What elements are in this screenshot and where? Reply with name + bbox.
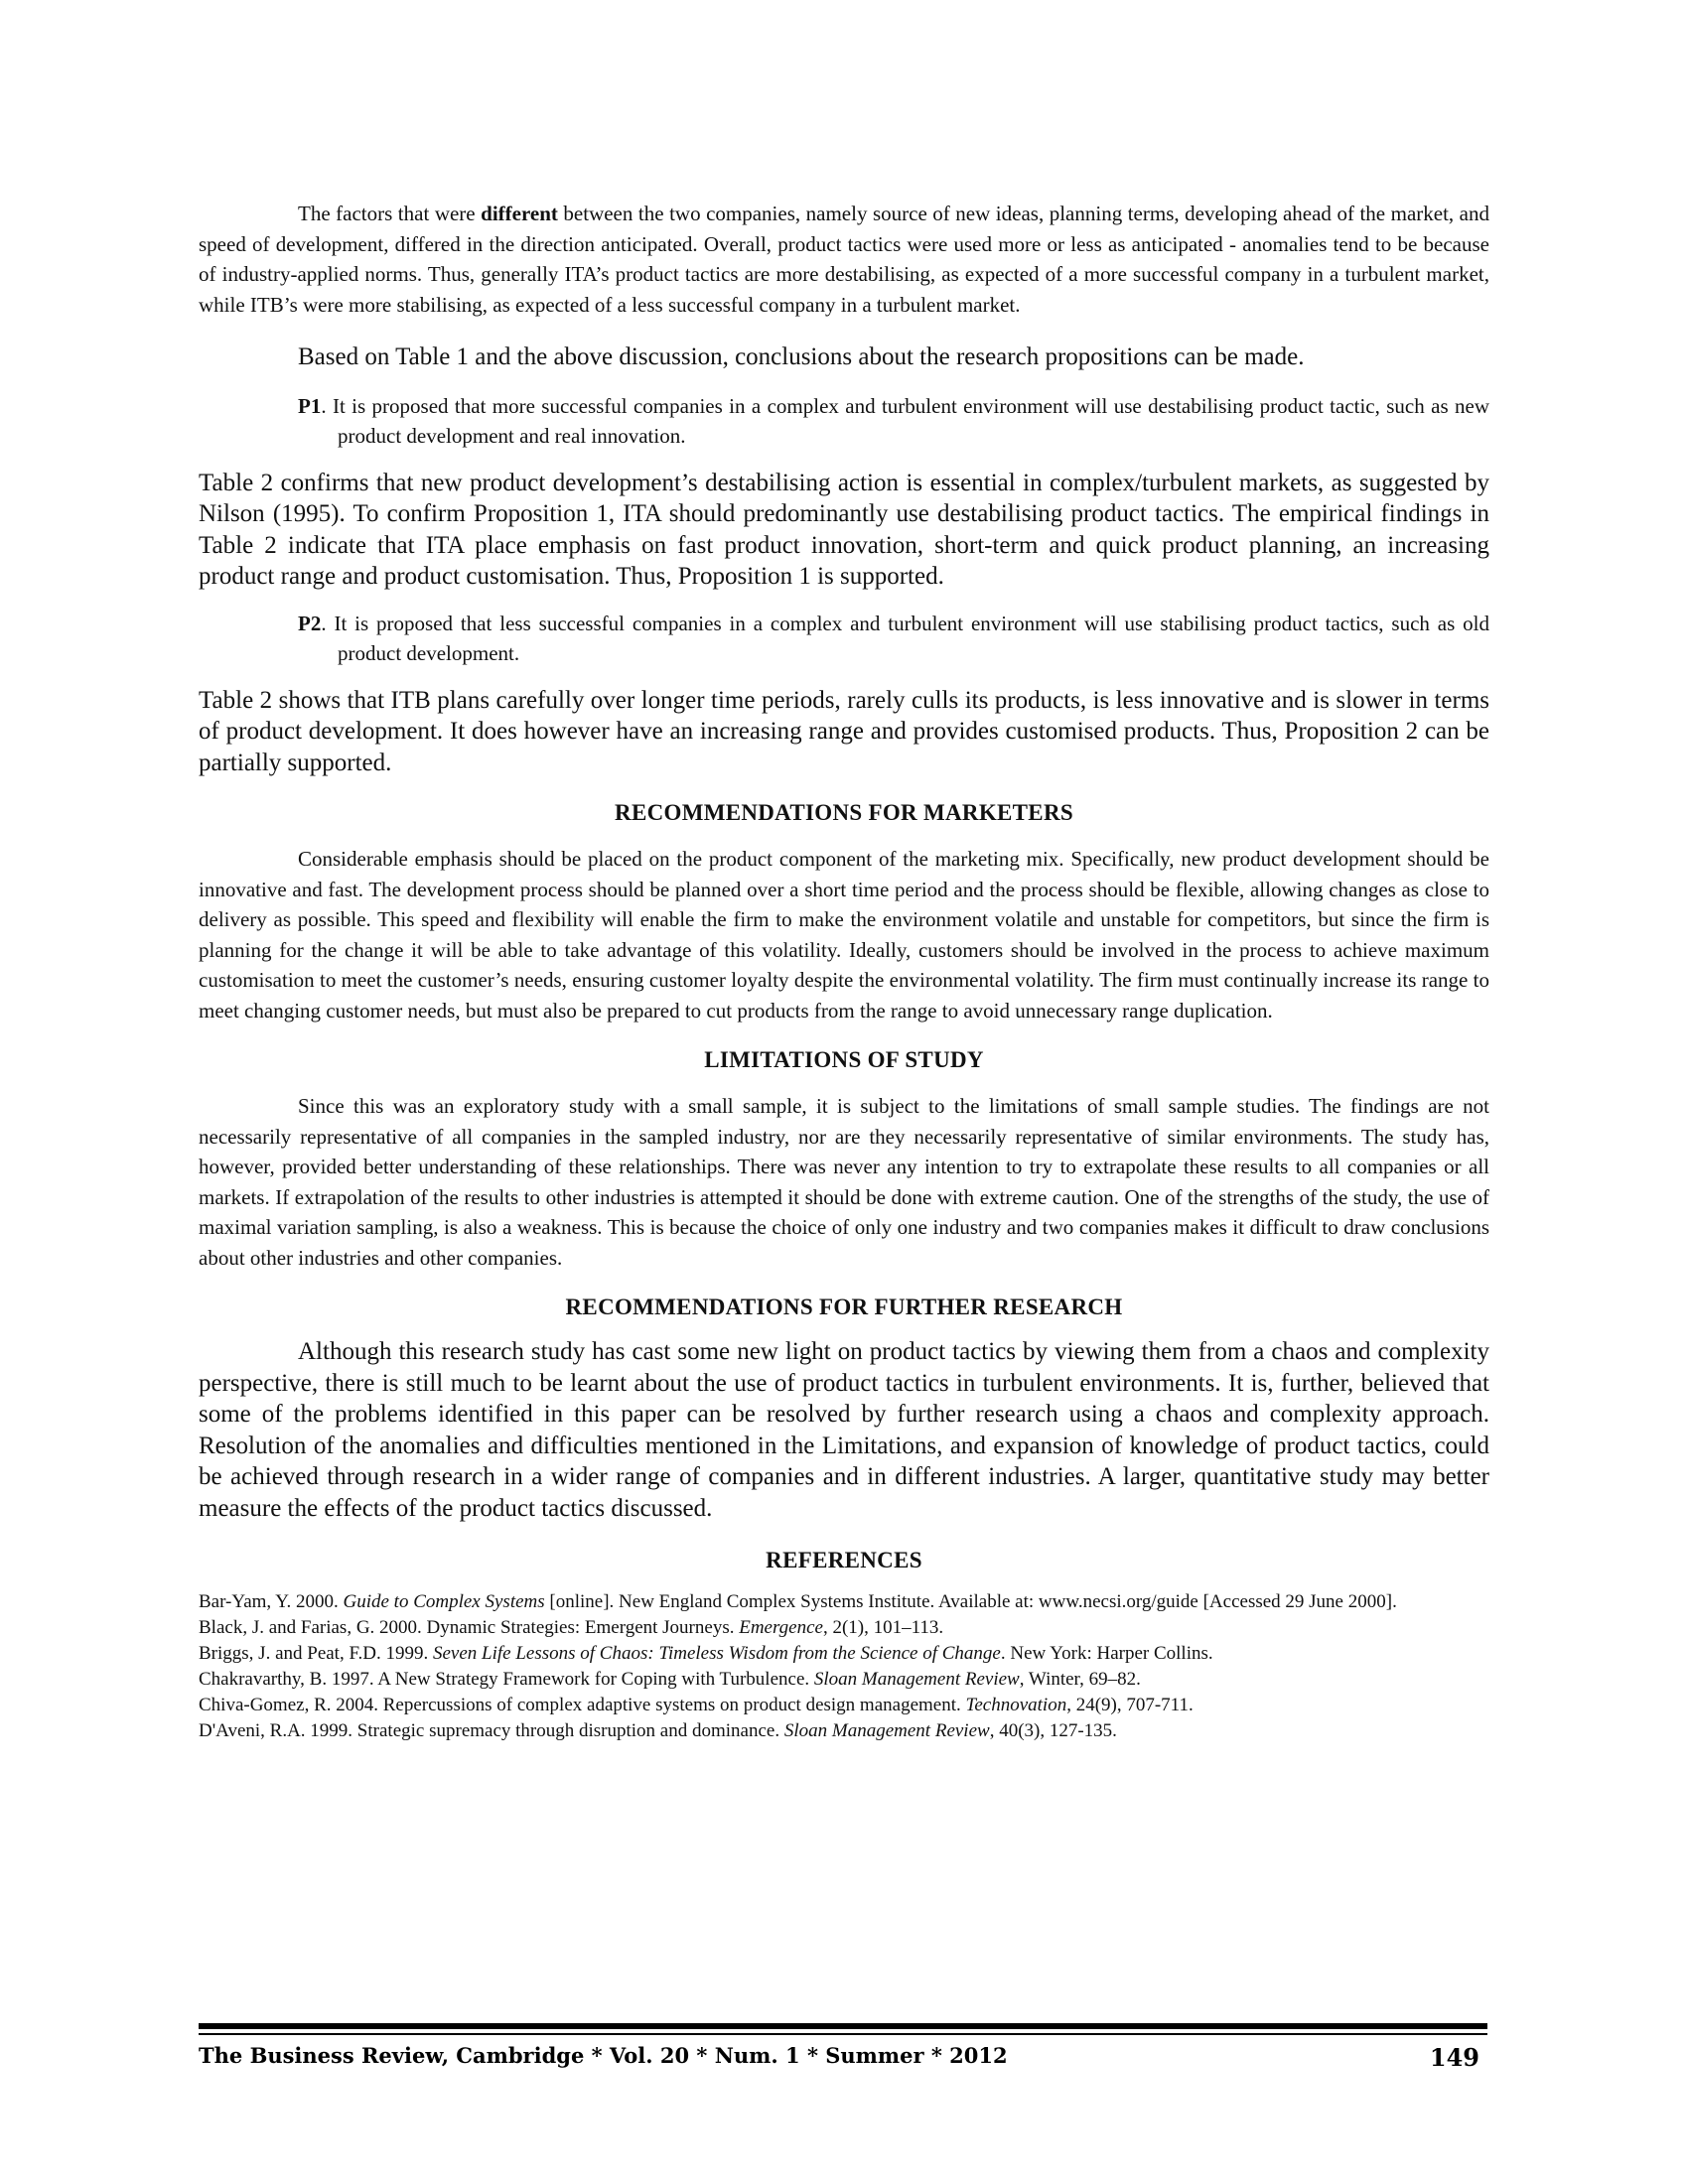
paragraph-table2-ita: Table 2 confirms that new product development’s destabilising action is essential in complex/turbulent markets, as suggested by Nilson (1995). To confirm Proposition 1, ITA should predominantly use destabilising product tactics. The empirical findings in Table 2 indicate that ITA place emphasis on fast product innovation, short-term and quick product planning, an increasing product range and product customisation. Thus, Proposition 1 is supported. [199,469,1489,590]
proposition-text: . It is proposed that less successful companies in a complex and turbulent environment will use stabilising product tactics, such as old product development. [321,611,1489,665]
reference-item: Bar-Yam, Y. 2000. Guide to Complex Systems [online]. New England Complex Systems Institute. Available at: www.necsi.org/guide [Accessed 29 June 2000]. [199,1591,1397,1612]
reference-item: D'Aveni, R.A. 1999. Strategic supremacy through disruption and dominance. Sloan Management Review, 40(3), 127-135. [199,1720,1117,1741]
heading-recommendations-marketers: RECOMMENDATIONS FOR MARKETERS [615,800,1073,825]
proposition-label: P2 [298,611,322,635]
reference-item: Briggs, J. and Peat, F.D. 1999. Seven Life Lessons of Chaos: Timeless Wisdom from the Science of Change. New York: Harper Collins. [199,1643,1213,1664]
reference-item: Black, J. and Farias, G. 2000. Dynamic Strategies: Emergent Journeys. Emergence, 2(1), 101–113. [199,1617,944,1638]
footer-rule-thick [199,2023,1487,2029]
page-number: 149 [1429,2043,1479,2072]
paragraph-limitations: Since this was an exploratory study with a small sample, it is subject to the limitations of small sample studies. The findings are not necessarily representative of all companies in the sampled industry, nor are they necessarily representative of similar environments. The study has, however, provided better understanding of these relationships. There was never any intention to try to extrapolate these results to all companies or all markets. If extrapolation of the results to other industries is attempted it should be done with extreme caution. One of the strengths of the study, the use of maximal variation sampling, is also a weakness. This is because the choice of only one industry and two companies makes it difficult to draw conclusions about other industries and other companies. [199,1094,1489,1270]
paragraph-text: between the two companies, namely source of new ideas, planning terms, developing ahead of the market, and speed of development, differed in the direction anticipated. Overall, product tactics were used more or less as anticipated - anomalies tend to be because of industry-applied norms. Thus, generally ITA’s product tactics are more destabilising, as expected of a more successful company in a turbulent market, while ITB’s were more stabilising, as expected of a less successful company in a turbulent market. [199,202,1490,317]
paragraph-text: The factors that were [298,202,482,225]
paragraph-further-research: Although this research study has cast some new light on product tactics by viewing them from a chaos and complexity perspective, there is still much to be learnt about the use of product tactics in turbulent environments. It is, further, believed that some of the problems identified in this paper can be resolved by further research using a chaos and complexity approach. Resolution of the anomalies and difficulties mentioned in the Limitations, and expansion of knowledge of product tactics, could be achieved through research in a wider range of companies and in different industries. A larger, quantitative study may better measure the effects of the product tactics discussed. [199,1338,1489,1522]
footer-rule-thin [199,2033,1487,2035]
page-body [199,199,1489,1744]
journal-citation: The Business Review, Cambridge * Vol. 20 * Num. 1 * Summer * 2012 [199,2043,1008,2068]
proposition-label: P1 [298,393,322,418]
paragraph-conclusions-intro: Based on Table 1 and the above discussion, conclusions about the research propositions can be made. [298,343,1305,370]
reference-list [199,1589,1489,1744]
proposition-1 [298,391,1489,452]
paragraph-factors [199,199,1489,320]
heading-references: REFERENCES [766,1548,922,1572]
heading-further-research: RECOMMENDATIONS FOR FURTHER RESEARCH [565,1295,1123,1319]
heading-limitations: LIMITATIONS OF STUDY [704,1047,984,1072]
paragraph-table2-itb: Table 2 shows that ITB plans carefully over longer time periods, rarely culls its products, is less innovative and is slower in terms of product development. It does however have an increasing range and provides customised products. Thus, Proposition 2 can be partially supported. [199,686,1489,776]
reference-item: Chakravarthy, B. 1997. A New Strategy Framework for Coping with Turbulence. Sloan Management Review, Winter, 69–82. [199,1669,1141,1690]
bold-term: different [481,202,558,225]
paragraph-recommendations-marketers: Considerable emphasis should be placed on the product component of the marketing mix. Specifically, new product development should be innovative and fast. The development process should be planned over a short time period and the process should be flexible, allowing changes as close to delivery as possible. This speed and flexibility will enable the firm to make the environment volatile and unstable for competitors, but since the firm is planning for the change it will be able to take advantage of this volatility. Ideally, customers should be involved in the process to achieve maximum customisation to meet the customer’s needs, ensuring customer loyalty despite the environmental volatility. The firm must continually increase its range to meet changing customer needs, but must also be prepared to cut products from the range to avoid unnecessary range duplication. [199,847,1489,1023]
proposition-2 [298,609,1489,669]
reference-item: Chiva-Gomez, R. 2004. Repercussions of complex adaptive systems on product design management. Technovation, 24(9), 707-711. [199,1695,1194,1715]
proposition-text: . It is proposed that more successful companies in a complex and turbulent environment will use destabilising product tactic, such as new product development and real innovation. [321,393,1489,448]
